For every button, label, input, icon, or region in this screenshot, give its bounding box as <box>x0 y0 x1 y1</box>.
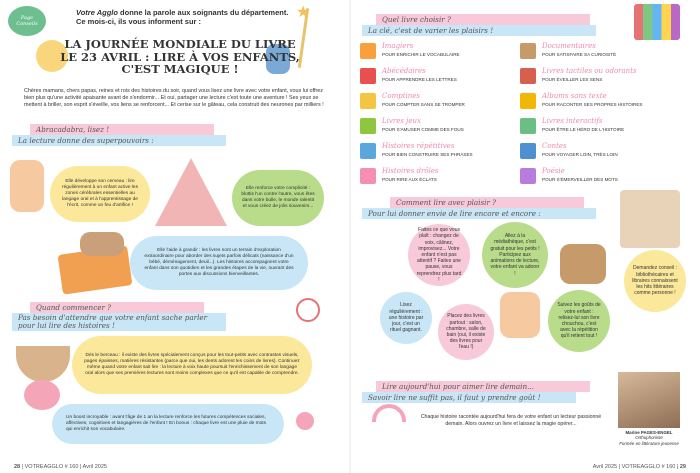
genre-item <box>520 65 678 88</box>
genre-desc: POUR RACONTER SES PROPRES HISTOIRES <box>542 102 643 107</box>
genre-desc: POUR S'AMUSER COMME DES FOUS <box>382 127 464 132</box>
genre-item <box>520 40 678 63</box>
genre-book-icon <box>360 143 376 159</box>
card-cerveau <box>50 166 150 222</box>
genre-item <box>360 65 518 88</box>
card-grandir <box>130 236 308 290</box>
intro-line2: Ce mois-ci, ils vous informent sur : <box>76 17 202 26</box>
footer-right: Avril 2025 | VOTREAGGLO # 160 | 29 <box>592 464 686 470</box>
clock-icon <box>296 298 320 322</box>
genre-item <box>520 165 678 188</box>
bubble-conseil <box>624 250 686 312</box>
genre-title: Livres jeux <box>382 117 421 125</box>
genre-item <box>360 115 518 138</box>
closing-text: Chaque histoire racontée aujourd'hui fera de votre enfant un lecteur passionné demain. Alors ouvrez un livre et laissez la magie opérer... <box>420 414 602 427</box>
footer-right-page: 29 <box>679 464 686 470</box>
genre-desc: POUR S'ÉMERVEILLER DES MOTS <box>542 177 618 182</box>
genre-book-icon <box>520 93 536 109</box>
genres-grid <box>360 40 690 190</box>
banner-comment-lire: Comment lire avec plaisir ? <box>390 197 584 208</box>
card-berceau-text: Dès le berceau : il existe des livres spécialement conçus pour les tout-petits avec contrastes visuels, pages épaisses, matières résistantes (parce que oui, les dents adorent les coins de livres). Continuez même quand votre enfant sait lire : la lecture à voix haute poursuit l'enrichissement de son langage oral alors que ses premières lectures sont moins complexes que ce qu'il est capable de comprendre. <box>84 353 300 376</box>
title-line1: LA JOURNÉE MONDIALE DU LIVRE <box>64 37 296 51</box>
genre-desc: POUR COMPTER SANS SE TROMPER <box>382 102 465 107</box>
bubble-partout-text: Placez des livres partout : salon, chambre, salle de bain (oui, il existe des livres pour l'eau !) <box>446 313 486 351</box>
rattle-illustration <box>296 412 314 430</box>
banner-quel-livre: Quel livre choisir ? <box>376 14 590 25</box>
closing-paragraph <box>418 414 604 428</box>
banner-varier: La clé, c'est de varier les plaisirs ! <box>362 25 596 36</box>
genre-title: Histoires drôles <box>382 167 439 175</box>
genre-book-icon <box>360 93 376 109</box>
rainbow-illustration <box>372 404 406 422</box>
genre-book-icon <box>360 168 376 184</box>
genre-title: Livres tactiles ou odorants <box>542 67 637 75</box>
genre-item <box>360 165 518 188</box>
banner-abracadabra: Abracadabra, lisez ! <box>30 124 214 135</box>
bubble-gouts-text: Suivez les goûts de votre enfant : relisez-lui son livre chouchou, c'est avec la répétition qu'il retient tout ! <box>557 302 601 340</box>
intro-paragraph: Chères mamans, chers papas, reines et rois des histoires du soir, quand vous lisez une livre avec votre enfant, vous lui offrez bien plus qu'une activité apaisante avant de s'endormir... Et oui, partager une lecture c'est toute une aventure ! Ses yeux se mettent à briller, son esprit s'éveille, vos liens se renforcent... Et cerise sur le gâteau, cela construit des neurones par milliers ! <box>24 88 324 108</box>
star-icon: ★ <box>296 4 311 21</box>
bubble-gouts <box>548 290 610 352</box>
genre-item <box>360 40 518 63</box>
banner-quand-commencer: Quand commencer ? <box>30 302 204 313</box>
genre-book-icon <box>520 168 536 184</box>
kids-illustration <box>80 232 124 256</box>
genre-title: Histoires répétitives <box>382 142 455 150</box>
author-photo <box>618 372 680 428</box>
genre-item <box>520 115 678 138</box>
genre-book-icon <box>360 68 376 84</box>
banner-lire-aujourdhui: Lire aujourd'hui pour aimer lire demain... <box>376 381 590 392</box>
genre-item <box>520 90 678 113</box>
genre-item <box>520 140 678 163</box>
genre-book-icon <box>360 118 376 134</box>
genre-book-icon <box>520 43 536 59</box>
intro-brand: Votre Agglo <box>76 8 118 17</box>
banner-pas-besoin-text: Pas besoin d'attendre que votre enfant sache parler pour lui lire des histoires ! <box>18 313 208 330</box>
genre-desc: POUR SATISFAIRE SA CURIOSITÉ <box>542 52 617 57</box>
bubble-voix <box>408 224 470 286</box>
genre-title: Albums sans texte <box>542 92 607 100</box>
genre-desc: POUR ÊTRE LE HÉRO DE L'HISTOIRE <box>542 127 625 132</box>
genre-desc: POUR ÉVEILLER LES SENS <box>542 77 603 82</box>
genre-book-icon <box>520 118 536 134</box>
card-cerveau-text: Elle développe son cerveau : lire régulièrement à un enfant active les zones cérébrales essentielles au langage oral et à l'apprentissage de l'écrit, comme un feu d'artifice ! <box>62 179 138 208</box>
genre-desc: POUR RIRE AUX ÉCLATS <box>382 177 437 182</box>
genre-book-icon <box>520 68 536 84</box>
bookshelf-illustration <box>620 190 680 248</box>
bubble-conseil-text: Demandez conseil : bibliothécaires et libraires connaissent les hits littéraires comme personne ! <box>632 265 678 297</box>
banner-superpouvoirs: La lecture donne des superpouvoirs : <box>12 135 226 146</box>
footer-left-date: Avril 2025 <box>82 464 107 470</box>
intro-header <box>76 8 316 26</box>
genre-book-icon <box>360 43 376 59</box>
card-complicite <box>232 170 324 226</box>
genre-desc: POUR VOYAGER LOIN, TRÈS LOIN <box>542 152 618 157</box>
banner-pas-besoin <box>12 313 226 331</box>
bubble-regulierement <box>380 292 432 344</box>
brain-illustration <box>24 380 60 410</box>
genre-title: Documentaires <box>542 42 596 50</box>
author-role: Orthophoniste <box>635 435 663 441</box>
genre-item <box>360 140 518 163</box>
footer-right-mag: VOTREAGGLO # 160 <box>621 464 676 470</box>
bubble-regulierement-text: Lisez régulièrement : une histoire par jour, c'est un rituel gagnant. <box>388 302 424 334</box>
footer-left-page: 28 <box>14 464 21 470</box>
cradle-illustration <box>16 346 70 382</box>
genre-title: Imagiers <box>382 42 414 50</box>
bubble-partout <box>438 304 494 360</box>
girl-reading-illustration <box>10 160 44 212</box>
card-berceau <box>72 336 312 394</box>
logo-text: Page Conseils <box>16 15 38 27</box>
title-line2: LE 23 AVRIL : LIRE À VOS ENFANTS, <box>60 49 300 64</box>
footer-left-mag: VOTREAGGLO # 160 <box>24 464 79 470</box>
author-name: Marine PAGES-ENGEL <box>625 430 673 435</box>
genre-title: Comptines <box>382 92 420 100</box>
bubble-mediatheque <box>482 222 548 288</box>
bubble-mediatheque-text: Allez à la médiathèque, c'est gratuit pour les petits ! Participez aux animations de lecture, votre enfant va adorer ! <box>490 233 540 277</box>
books-stack-illustration <box>634 4 680 40</box>
genre-desc: POUR BIEN CONSTRUIRE SES PHRASES <box>382 152 473 157</box>
genre-title: Livres interactifs <box>542 117 603 125</box>
page-title <box>60 38 300 76</box>
footer-left: 28 | VOTREAGGLO # 160 | Avril 2025 <box>14 464 107 470</box>
card-boost-text: Un boost incroyable : avant l'âge de 1 an la lecture renforce les futures compétences sociales, affectives, cognitives et langagières de l'enfant ! En bonus : chaque livre est une pluie de mots qui enrichit son vocabulaire. <box>66 415 267 432</box>
tent-illustration <box>155 158 227 226</box>
author-role2: Formée en littérature jeunesse <box>619 440 679 446</box>
genre-title: Contes <box>542 142 567 150</box>
banner-savoir-lire: Savoir lire ne suffit pas, il faut y prendre goût ! <box>362 392 576 403</box>
intro-text: donne la parole aux soignants du département. <box>117 8 289 17</box>
footer-right-date: Avril 2025 <box>592 464 618 470</box>
logo-badge <box>8 6 46 36</box>
genre-desc: POUR APPRENDRE LES LETTRES <box>382 77 457 82</box>
dad-reading-illustration <box>560 244 606 284</box>
genre-book-icon <box>520 143 536 159</box>
card-complicite-text: Elle renforce votre complicité : blottis l'un contre l'autre, vous êtes dans votre bulle, le monde ralentit et vous créez de jolis souvenirs... <box>241 186 315 209</box>
genre-title: Poésie <box>542 167 565 175</box>
banner-envie-lire: Pour lui donner envie de lire encore et encore : <box>362 208 596 219</box>
bubble-voix-text: Faites ce que vous plaît : changez de voix, câlinez, improvisez... Votre enfant n'est pas attentif ? Faites une pause, vous reprendrez plus tard ! <box>416 227 462 283</box>
page-gutter <box>349 0 351 473</box>
card-boost <box>52 404 284 444</box>
genre-desc: POUR ENRICHIR LE VOCABULAIRE <box>382 52 460 57</box>
genre-title: Abécédaires <box>382 67 426 75</box>
author-credit <box>606 430 692 446</box>
card-grandir-text: Elle l'aide à grandir : les livres sont un terrain d'exploration extraordinaire pour aborder des sujets parfois délicats (naissance d'un bébé, déménagement, deuil...). Les histoires accompagnent votre enfant dans son quotidien et les grandes étapes de la vie, ouvrant des portes aux discussions bienveillantes. <box>144 248 294 277</box>
reading-family-illustration <box>500 292 540 338</box>
genre-item <box>360 90 518 113</box>
title-line3: C'EST MAGIQUE ! <box>121 62 239 76</box>
